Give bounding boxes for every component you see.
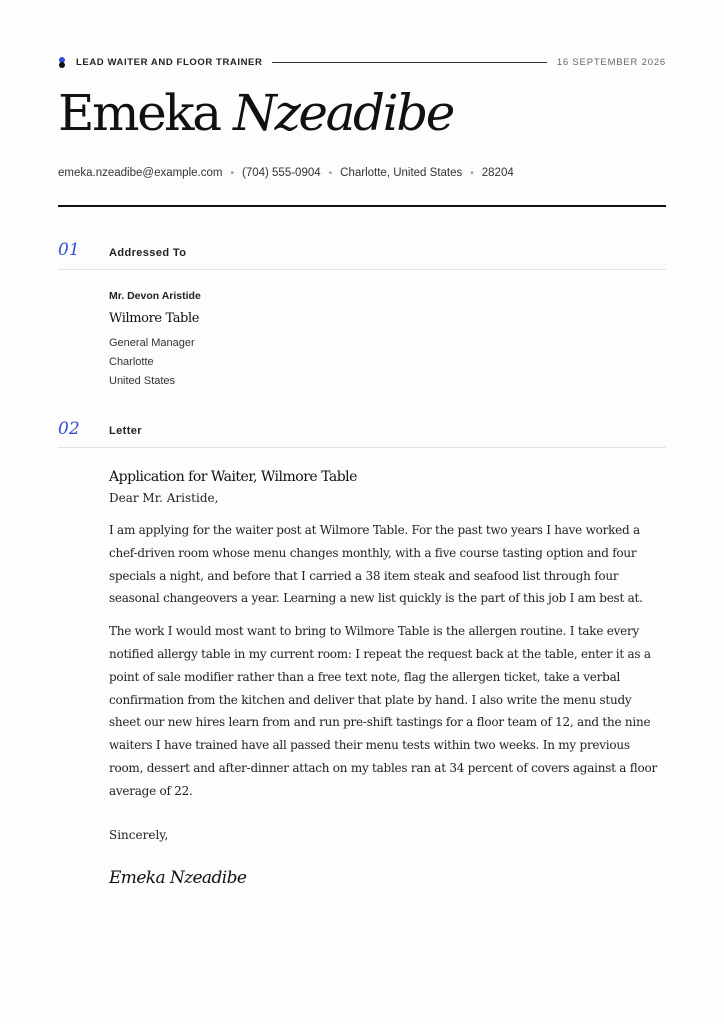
letter-signature: Emeka Nzeadibe	[109, 867, 247, 888]
role-title: LEAD WAITER AND FLOOR TRAINER	[76, 56, 263, 68]
contact-postal: 28204	[481, 167, 514, 179]
last-name: Nzeadibe	[233, 84, 453, 142]
header-rule	[58, 205, 666, 207]
contact-location: Charlotte, United States	[340, 167, 463, 179]
applicant-name	[58, 86, 453, 141]
recipient-company: Wilmore Table	[109, 311, 200, 326]
section-title-letter: Letter	[109, 425, 142, 437]
recipient-city: Charlotte	[109, 356, 154, 368]
contact-separator: •	[470, 167, 474, 179]
top-bar	[58, 54, 666, 70]
section-divider	[58, 269, 666, 270]
contact-phone[interactable]: (704) 555-0904	[241, 167, 321, 179]
recipient-title: General Manager	[109, 337, 195, 349]
section-number-addressed: 01	[58, 240, 80, 260]
contact-email[interactable]: emeka.nzeadibe@example.com	[58, 167, 223, 179]
section-number-letter: 02	[58, 419, 80, 439]
section-divider	[58, 447, 666, 448]
letter-salutation: Dear Mr. Aristide,	[109, 491, 219, 505]
brand-dots-icon	[58, 57, 66, 67]
letter-subject: Application for Waiter, Wilmore Table	[109, 469, 357, 485]
header-divider	[272, 62, 546, 63]
letter-body	[109, 467, 665, 888]
contact-separator: •	[328, 167, 333, 179]
recipient-country: United States	[109, 375, 176, 387]
recipient-name: Mr. Devon Aristide	[109, 290, 201, 302]
section-title-addressed: Addressed To	[109, 247, 187, 259]
letter-paragraph: The work I would most want to bring to Wilmore Table is the allergen routine. I take every notified allergy table in my current room: I repeat the request back at the table, enter it as a point of sale modifier rather than a free text note, flag the allergen ticket, take a verbal confirmation from the kitchen and deliver that plate by hand. I also write the menu study sheet our new hires learn from and run pre-shift tastings for a floor team of 12, and the nine waiters I have trained have all passed their menu tests within two weeks. In my previous room, dessert and after-dinner attach on my tables ran at 34 percent of covers against a floor average of 22.	[109, 624, 657, 798]
letter-paragraph: I am applying for the waiter post at Wilmore Table. For the past two years I have worked a chef-driven room whose menu changes monthly, with a five course tasting option and four specials a night, and before that I carried a 38 item steak and seafood list through four seasonal changeovers a year. Learning a new list quickly is the part of this job I am best at.	[109, 523, 643, 606]
letter-date: 16 SEPTEMBER 2026	[556, 56, 666, 68]
contact-line	[58, 167, 514, 179]
contact-separator: •	[230, 167, 234, 179]
first-name: Emeka	[58, 84, 220, 142]
letter-closing: Sincerely,	[109, 827, 169, 842]
